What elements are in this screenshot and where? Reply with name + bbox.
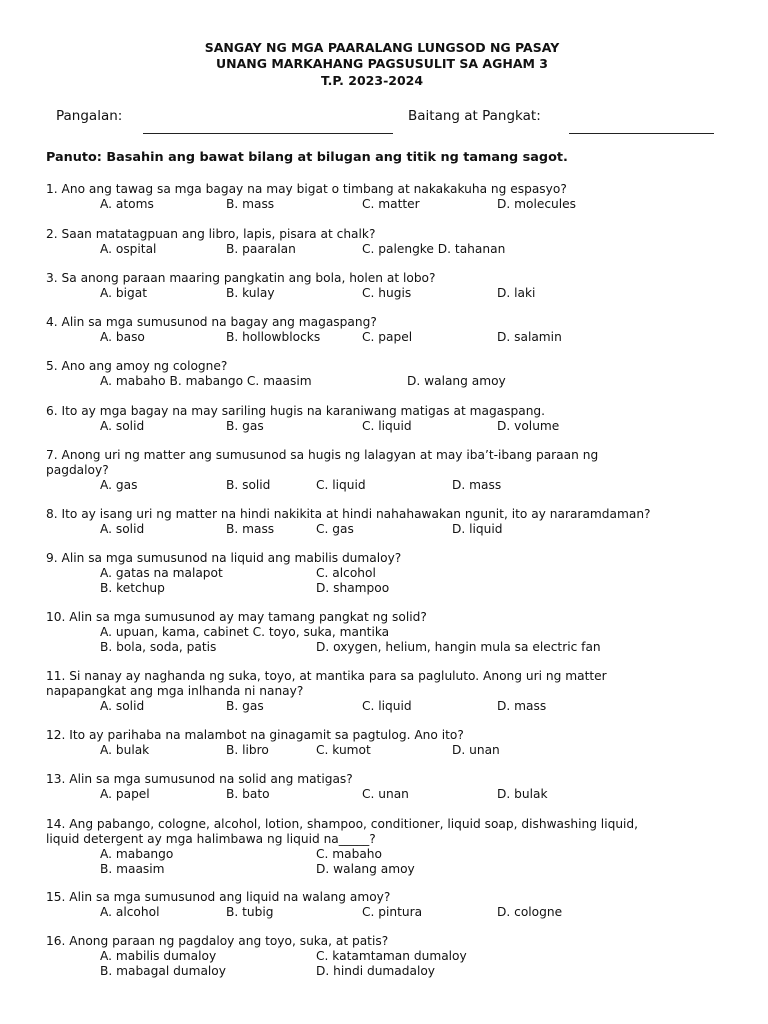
answer-choice[interactable]: D. hindi dumadaloy bbox=[316, 964, 436, 978]
answer-choice[interactable]: C. pintura bbox=[362, 905, 423, 919]
answer-choice[interactable]: A. atoms bbox=[100, 197, 154, 211]
question-text: 16. Anong paraan ng pagdaloy ang toyo, suka, at patis? bbox=[46, 934, 389, 948]
school-division-heading: SANGAY NG MGA PAARALANG LUNGSOD NG PASAY bbox=[204, 40, 560, 55]
answer-choice[interactable]: D. shampoo bbox=[316, 581, 390, 595]
answer-choice[interactable]: A. baso bbox=[100, 330, 145, 344]
question-text: 4. Alin sa mga sumusunod na bagay ang magaspang? bbox=[46, 315, 377, 329]
answer-choice[interactable]: C. liquid bbox=[362, 419, 412, 433]
question-text: 14. Ang pabango, cologne, alcohol, lotion, shampoo, conditioner, liquid soap, dishwashing liquid, bbox=[46, 817, 639, 831]
answer-choice[interactable]: A. gas bbox=[100, 478, 138, 492]
question-text-continued: pagdaloy? bbox=[46, 463, 109, 477]
answer-choice[interactable]: D. laki bbox=[497, 286, 536, 300]
answer-choice[interactable]: B. kulay bbox=[226, 286, 275, 300]
answer-choice[interactable]: B. bola, soda, patis bbox=[100, 640, 217, 654]
question-text: 2. Saan matatagpuan ang libro, lapis, pisara at chalk? bbox=[46, 227, 376, 241]
answer-choice[interactable]: C. alcohol bbox=[316, 566, 376, 580]
answer-choice[interactable]: B. paaralan bbox=[226, 242, 296, 256]
answer-choice[interactable]: D. mass bbox=[497, 699, 547, 713]
school-year: T.P. 2023-2024 bbox=[320, 73, 424, 88]
answer-choice[interactable]: A. bulak bbox=[100, 743, 150, 757]
grade-section-label: Baitang at Pangkat: bbox=[408, 108, 541, 124]
answer-choice[interactable]: B. mass bbox=[226, 522, 275, 536]
answer-choice[interactable]: B. mabagal dumaloy bbox=[100, 964, 226, 978]
answer-choice[interactable]: C. gas bbox=[316, 522, 354, 536]
answer-choice[interactable]: C. hugis bbox=[362, 286, 412, 300]
question-text: 3. Sa anong paraan maaring pangkatin ang bola, holen at lobo? bbox=[46, 271, 436, 285]
exam-title: UNANG MARKAHANG PAGSUSULIT SA AGHAM 3 bbox=[215, 56, 548, 71]
answer-choice[interactable]: D. bulak bbox=[497, 787, 548, 801]
grade-section-blank-line[interactable] bbox=[569, 133, 714, 134]
question-text: 10. Alin sa mga sumusunod ay may tamang pangkat ng solid? bbox=[46, 610, 427, 624]
answer-choice[interactable]: C. liquid bbox=[362, 699, 412, 713]
answer-choice[interactable]: D. volume bbox=[497, 419, 560, 433]
answer-choice[interactable]: B. ketchup bbox=[100, 581, 165, 595]
answer-choice[interactable]: C. mabaho bbox=[316, 847, 382, 861]
answer-choice[interactable]: B. maasim bbox=[100, 862, 165, 876]
question-text: 6. Ito ay mga bagay na may sariling hugis na karaniwang matigas at magaspang. bbox=[46, 404, 546, 418]
question-text: 13. Alin sa mga sumusunod na solid ang matigas? bbox=[46, 772, 353, 786]
question-text: 9. Alin sa mga sumusunod na liquid ang mabilis dumaloy? bbox=[46, 551, 402, 565]
answer-choice[interactable]: A. gatas na malapot bbox=[100, 566, 223, 580]
answer-choice[interactable]: B. mass bbox=[226, 197, 275, 211]
answer-choice[interactable]: C. liquid bbox=[316, 478, 366, 492]
answer-choice[interactable]: C. papel bbox=[362, 330, 413, 344]
answer-choice[interactable]: B. tubig bbox=[226, 905, 274, 919]
answer-choice[interactable]: B. gas bbox=[226, 699, 264, 713]
answer-choice[interactable]: C. unan bbox=[362, 787, 409, 801]
answer-choice[interactable]: C. palengke D. tahanan bbox=[362, 242, 506, 256]
answer-choice[interactable]: C. matter bbox=[362, 197, 420, 211]
answer-choice[interactable]: D. oxygen, helium, hangin mula sa electric fan bbox=[316, 640, 601, 654]
answer-choice[interactable]: A. papel bbox=[100, 787, 150, 801]
answer-choice[interactable]: A. solid bbox=[100, 522, 145, 536]
answer-choice[interactable]: D. unan bbox=[452, 743, 500, 757]
answer-choice[interactable]: A. alcohol bbox=[100, 905, 160, 919]
answer-choice[interactable]: C. kumot bbox=[316, 743, 371, 757]
question-text-continued: liquid detergent ay mga halimbawa ng liquid na_____? bbox=[46, 832, 376, 846]
answer-choice[interactable]: D. molecules bbox=[497, 197, 577, 211]
answer-choice[interactable]: A. upuan, kama, cabinet C. toyo, suka, mantika bbox=[100, 625, 390, 639]
answer-choice[interactable]: B. gas bbox=[226, 419, 264, 433]
name-blank-line[interactable] bbox=[143, 133, 393, 134]
answer-choice[interactable]: A. ospital bbox=[100, 242, 157, 256]
question-text: 15. Alin sa mga sumusunod ang liquid na walang amoy? bbox=[46, 890, 391, 904]
answer-choice[interactable]: B. libro bbox=[226, 743, 269, 757]
answer-choice[interactable]: D. mass bbox=[452, 478, 502, 492]
question-text-continued: napapangkat ang mga inlhanda ni nanay? bbox=[46, 684, 304, 698]
name-label: Pangalan: bbox=[56, 108, 123, 124]
question-text: 5. Ano ang amoy ng cologne? bbox=[46, 359, 228, 373]
question-text: 11. Si nanay ay naghanda ng suka, toyo, at mantika para sa pagluluto. Anong uri ng matter bbox=[46, 669, 607, 683]
answer-choice[interactable]: A. mabango bbox=[100, 847, 174, 861]
answer-choice[interactable]: D. salamin bbox=[497, 330, 562, 344]
question-text: 12. Ito ay parihaba na malambot na ginagamit sa pagtulog. Ano ito? bbox=[46, 728, 464, 742]
question-text: 1. Ano ang tawag sa mga bagay na may bigat o timbang at nakakakuha ng espasyo? bbox=[46, 182, 567, 196]
answer-choice[interactable]: D. cologne bbox=[497, 905, 563, 919]
answer-choice[interactable]: B. solid bbox=[226, 478, 271, 492]
answer-choice[interactable]: A. bigat bbox=[100, 286, 147, 300]
instructions: Panuto: Basahin ang bawat bilang at bilugan ang titik ng tamang sagot. bbox=[46, 150, 568, 165]
question-text: 7. Anong uri ng matter ang sumusunod sa hugis ng lalagyan at may iba’t-ibang paraan ng bbox=[46, 448, 599, 462]
answer-choice[interactable]: A. mabilis dumaloy bbox=[100, 949, 217, 963]
answer-choice[interactable]: C. katamtaman dumaloy bbox=[316, 949, 467, 963]
answer-choice[interactable]: A. solid bbox=[100, 419, 145, 433]
answer-choice[interactable]: D. liquid bbox=[452, 522, 503, 536]
answer-choice[interactable]: A. mabaho B. mabango C. maasim bbox=[100, 374, 312, 388]
answer-choice[interactable]: B. bato bbox=[226, 787, 270, 801]
answer-choice[interactable]: D. walang amoy bbox=[316, 862, 415, 876]
question-text: 8. Ito ay isang uri ng matter na hindi nakikita at hindi nahahawakan ngunit, ito ay nararamdaman? bbox=[46, 507, 651, 521]
answer-choice[interactable]: D. walang amoy bbox=[407, 374, 506, 388]
answer-choice[interactable]: A. solid bbox=[100, 699, 145, 713]
answer-choice[interactable]: B. hollowblocks bbox=[226, 330, 321, 344]
